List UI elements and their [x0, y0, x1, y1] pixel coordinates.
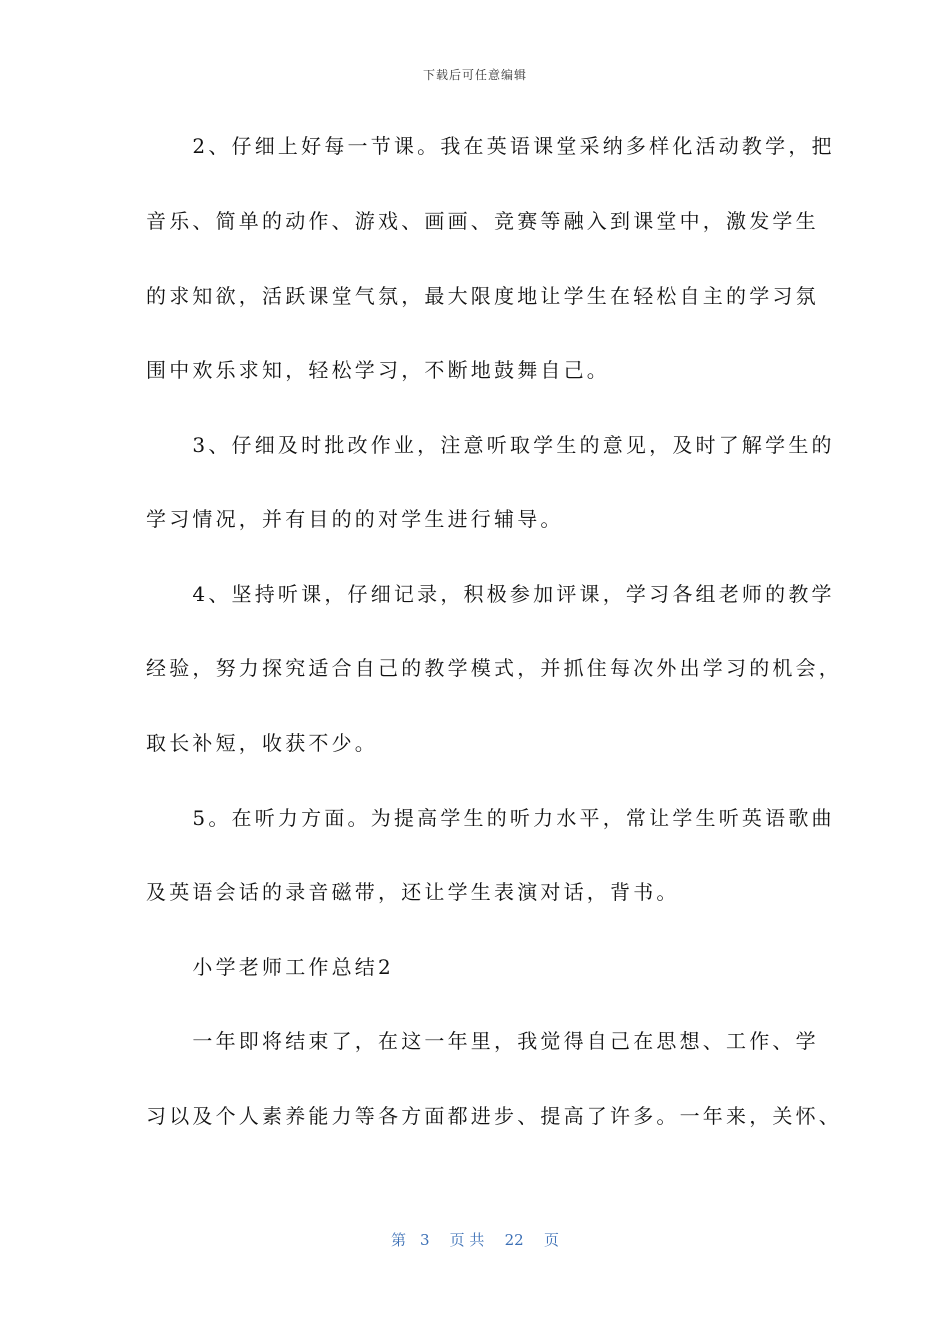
body-line: 取长补短，收获不少。: [146, 731, 378, 755]
page-prefix: 第: [391, 1231, 407, 1249]
body-line: 学习情况，并有目的的对学生进行辅导。: [146, 507, 564, 531]
body-line: 5。在听力方面。为提高学生的听力水平，常让学生听英语歌曲: [146, 806, 835, 830]
page-middle: 页 共: [449, 1231, 485, 1249]
page-total: 22: [504, 1231, 524, 1249]
section-heading: 小学老师工作总结2: [146, 955, 394, 979]
body-line: 一年即将结束了，在这一年里，我觉得自己在思想、工作、学: [146, 1029, 819, 1053]
body-line: 音乐、简单的动作、游戏、画画、竞赛等融入到课堂中，激发学生: [146, 209, 819, 233]
body-line: 的求知欲，活跃课堂气氛，最大限度地让学生在轻松自主的学习氛: [146, 284, 819, 308]
body-line: 3、仔细及时批改作业，注意听取学生的意见，及时了解学生的: [146, 433, 835, 457]
page-current: 3: [420, 1231, 430, 1249]
page-suffix: 页: [543, 1231, 559, 1249]
body-line: 习以及个人素养能力等各方面都进步、提高了许多。一年来，关怀、: [146, 1104, 842, 1128]
body-line: 经验，努力探究适合自己的教学模式，并抓住每次外出学习的机会，: [146, 656, 842, 680]
body-line: 及英语会话的录音磁带，还让学生表演对话，背书。: [146, 880, 680, 904]
body-line: 4、坚持听课，仔细记录，积极参加评课，学习各组老师的教学: [146, 582, 835, 606]
page-header: 下载后可任意编辑: [422, 68, 527, 82]
page-footer: [0, 1229, 950, 1250]
body-line: 2、仔细上好每一节课。我在英语课堂采纳多样化活动教学，把: [146, 134, 835, 158]
body-line: 围中欢乐求知，轻松学习，不断地鼓舞自己。: [146, 358, 610, 382]
